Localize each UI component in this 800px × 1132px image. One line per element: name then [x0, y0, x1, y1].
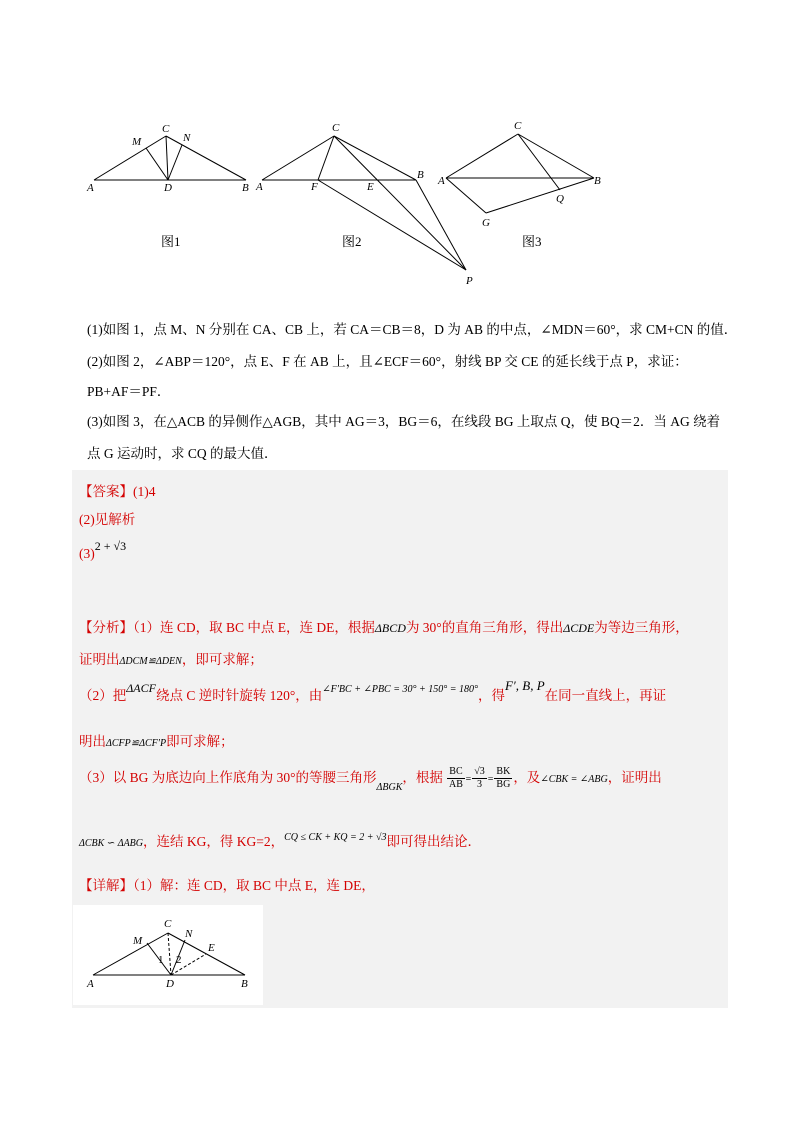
analysis-text: ，得 — [477, 688, 505, 703]
analysis-text: （2）把 — [79, 688, 127, 703]
fraction-denominator: 3 — [477, 779, 483, 791]
detail-fig-label-e: E — [208, 942, 215, 954]
fraction-numerator: BC — [449, 766, 463, 778]
fraction-root3-3 — [472, 766, 487, 791]
analysis-text: ，证明出 — [607, 770, 662, 785]
detail-tag: 【详解】 — [79, 878, 133, 893]
equals-sign: = — [465, 774, 472, 785]
fraction-denominator: BG — [496, 779, 511, 791]
question-3-line-1: (3)如图 3，在△ACB 的异侧作△AGB，其中 AG＝3，BG＝6，在线段 BG 上取点 Q，使 BQ＝2．当 AG 绕着 — [87, 414, 721, 429]
analysis-text: 为等边三角形， — [594, 620, 689, 635]
analysis-math: ΔACF — [126, 681, 156, 695]
fig1-label-c: C — [162, 123, 170, 135]
analysis-math: ΔCBK ∽ ΔABG — [79, 838, 144, 849]
figure-3 — [436, 116, 611, 251]
answer-3-prefix: (3) — [79, 546, 95, 561]
question-3-line-2: 点 G 运动时，求 CQ 的最大值． — [87, 446, 278, 461]
question-2-line-1: (2)如图 2，∠ABP＝120°，点 E、F 在 AB 上，且∠ECF＝60°，射线 BP 交 CE 的延长线于点 P，求证： — [87, 354, 688, 369]
analysis-math: ∠CBK = ∠ABG — [540, 774, 608, 785]
analysis-line-6 — [79, 830, 481, 850]
answer-line-3 — [79, 538, 127, 561]
detail-fig-label-m: M — [133, 935, 143, 947]
analysis-text: ，根据 — [402, 770, 443, 785]
answer-tag: 【答案】 — [79, 484, 133, 499]
analysis-math: F′, B, P — [504, 678, 545, 693]
detail-fig-label-d: D — [166, 978, 174, 990]
analysis-line-2 — [79, 648, 263, 668]
detail-fig-angle-1: 1 — [158, 954, 164, 966]
analysis-text: 即可得出结论． — [386, 834, 481, 849]
analysis-math: ΔDCM≌ΔDEN — [119, 656, 182, 667]
fig2-label-a: A — [256, 181, 263, 193]
fig2-label-e: E — [367, 181, 374, 193]
analysis-math: ΔBGK — [376, 782, 403, 793]
fig1-label-n: N — [183, 132, 191, 144]
fraction-bc-ab — [447, 766, 464, 791]
fig1-label-m: M — [132, 136, 142, 148]
analysis-text: （3）以 BG 为底边向上作底角为 30°的等腰三角形 — [79, 770, 377, 785]
fig1-label-a: A — [87, 182, 94, 194]
question-1: (1)如图 1，点 M、N 分别在 CA、CB 上，若 CA＝CB＝8，D 为 AB 的中点，∠MDN＝60°，求 CM+CN 的值． — [87, 322, 738, 337]
fraction-numerator: BK — [496, 766, 511, 778]
fraction-bk-bg — [494, 766, 512, 791]
detail-figure — [73, 905, 263, 1005]
detail-fig-label-b: B — [241, 978, 248, 990]
analysis-math: ΔBCD — [374, 621, 406, 635]
fig3-label-a: A — [438, 175, 445, 187]
analysis-line-5 — [79, 766, 662, 791]
equals-sign: = — [487, 774, 494, 785]
analysis-math: CQ ≤ CK + KQ = 2 + √3 — [284, 832, 387, 843]
analysis-math: ∠F′BC + ∠PBC = 30° + 150° = 180° — [322, 684, 478, 695]
answer-1: (1)4 — [133, 484, 156, 499]
fraction-numerator: √3 — [474, 766, 485, 778]
analysis-line-4 — [79, 730, 234, 750]
fig3-caption: 图3 — [522, 234, 542, 249]
analysis-text: （1）连 CD，取 BC 中点 E，连 DE，根据 — [133, 620, 375, 635]
fig2-label-f: F — [311, 181, 318, 193]
detail-fig-angle-2: 2 — [176, 954, 182, 966]
analysis-math: ΔCDE — [563, 621, 595, 635]
analysis-text: 绕点 C 逆时针旋转 120°，由 — [155, 688, 323, 703]
answer-line-1 — [79, 480, 156, 500]
fig2-label-p: P — [466, 275, 473, 287]
analysis-text: 明出 — [79, 734, 106, 749]
fig3-label-c: C — [514, 120, 522, 132]
fraction-denominator: AB — [449, 779, 463, 791]
analysis-text: 在同一直线上，再证 — [544, 688, 667, 703]
fig1-caption: 图1 — [161, 234, 181, 249]
fig1-label-d: D — [164, 182, 172, 194]
analysis-text: ，及 — [513, 770, 541, 785]
analysis-text: ，即可求解； — [181, 652, 263, 667]
fig2-label-c: C — [332, 122, 340, 134]
fig2-caption: 图2 — [342, 234, 362, 249]
analysis-text: 即可求解； — [166, 734, 234, 749]
question-2-line-2: PB+AF＝PF． — [87, 384, 171, 399]
analysis-text: ，连结 KG，得 KG=2， — [143, 834, 285, 849]
detail-text: （1）解：连 CD，取 BC 中点 E，连 DE， — [133, 878, 375, 893]
analysis-text: 为 30°的直角三角形，得出 — [405, 620, 564, 635]
analysis-line-3 — [79, 678, 667, 704]
fig1-label-b: B — [242, 182, 249, 194]
figure-1 — [86, 120, 256, 250]
answer-3-value: 2 + √3 — [94, 539, 127, 553]
fig3-label-b: B — [594, 175, 601, 187]
fig3-label-q: Q — [556, 193, 564, 205]
analysis-line-1 — [79, 616, 689, 636]
answer-2: (2)见解析 — [79, 512, 136, 527]
detail-fig-label-n: N — [185, 928, 193, 940]
analysis-text: 证明出 — [79, 652, 120, 667]
analysis-tag: 【分析】 — [79, 620, 133, 635]
detail-line-1 — [79, 874, 375, 894]
fig2-label-b: B — [417, 169, 424, 181]
fig3-label-g: G — [482, 217, 490, 229]
detail-fig-label-c: C — [164, 918, 172, 930]
detail-fig-label-a: A — [87, 978, 94, 990]
analysis-math: ΔCFP≌ΔCF′P — [106, 738, 167, 749]
